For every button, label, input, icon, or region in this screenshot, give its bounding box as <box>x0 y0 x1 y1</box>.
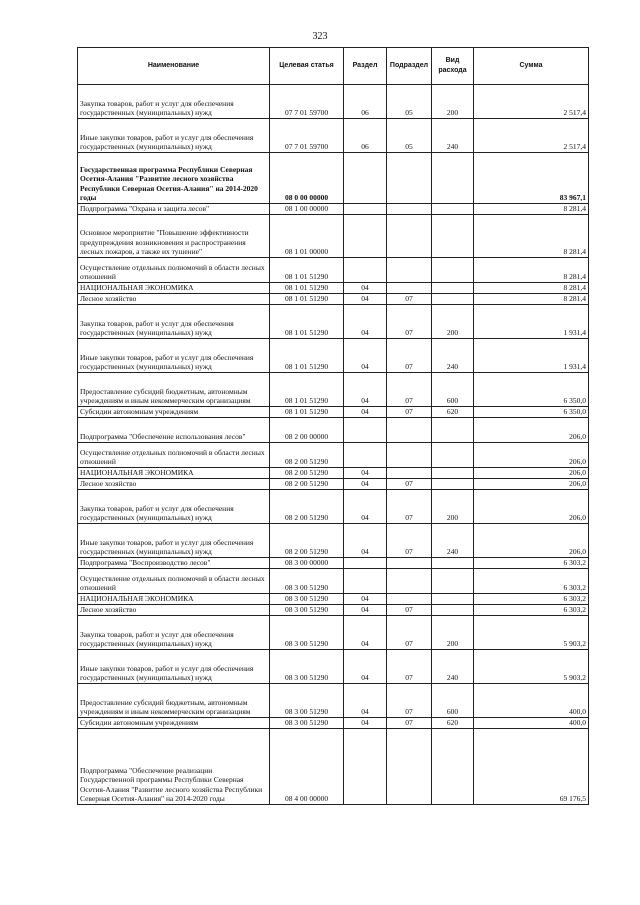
row-amount: 8 281,4 <box>474 258 589 283</box>
row-section <box>344 729 387 805</box>
row-section: 04 <box>344 490 387 524</box>
row-name: Закупка товаров, работ и услуг для обеспечения государственных (муниципальных) нужд <box>78 490 270 524</box>
row-amount: 206,0 <box>474 490 589 524</box>
row-target-code: 08 4 00 00000 <box>270 729 344 805</box>
row-section <box>344 258 387 283</box>
row-subsection <box>387 594 432 605</box>
row-name: Иные закупки товаров, работ и услуг для обеспечения государственных (муниципальных) нужд <box>78 524 270 558</box>
header-expense-type: Вид расхода <box>432 48 474 85</box>
row-expense-type <box>432 215 474 258</box>
row-expense-type <box>432 204 474 215</box>
row-subsection <box>387 443 432 468</box>
row-subsection <box>387 204 432 215</box>
row-target-code: 08 0 00 00000 <box>270 153 344 204</box>
row-expense-type: 600 <box>432 373 474 407</box>
table-row <box>78 258 589 283</box>
row-name: Осуществление отдельных полномочий в области лесных отношений <box>78 569 270 594</box>
table-row <box>78 339 589 373</box>
row-subsection <box>387 283 432 294</box>
row-amount: 206,0 <box>474 418 589 443</box>
row-section: 04 <box>344 616 387 650</box>
row-section: 04 <box>344 524 387 558</box>
table-row <box>78 569 589 594</box>
row-subsection <box>387 468 432 479</box>
row-expense-type: 240 <box>432 524 474 558</box>
row-target-code: 08 1 01 51290 <box>270 294 344 305</box>
row-target-code: 08 1 01 51290 <box>270 407 344 418</box>
row-amount: 206,0 <box>474 479 589 490</box>
row-name: Осуществление отдельных полномочий в области лесных отношений <box>78 258 270 283</box>
row-target-code: 08 1 01 51290 <box>270 339 344 373</box>
row-subsection: 07 <box>387 650 432 684</box>
row-target-code: 08 2 00 51290 <box>270 443 344 468</box>
header-subsection: Подраздел <box>387 48 432 85</box>
table-row <box>78 616 589 650</box>
row-name: Субсидии автономным учреждениям <box>78 718 270 729</box>
row-subsection: 07 <box>387 479 432 490</box>
row-expense-type <box>432 283 474 294</box>
row-amount: 206,0 <box>474 524 589 558</box>
row-subsection: 07 <box>387 616 432 650</box>
row-expense-type: 620 <box>432 407 474 418</box>
row-subsection: 07 <box>387 294 432 305</box>
table-row <box>78 468 589 479</box>
row-subsection: 07 <box>387 373 432 407</box>
row-expense-type <box>432 443 474 468</box>
row-expense-type: 200 <box>432 616 474 650</box>
row-section: 04 <box>344 294 387 305</box>
row-target-code: 08 2 00 51290 <box>270 468 344 479</box>
table-row <box>78 490 589 524</box>
row-target-code: 08 3 00 51290 <box>270 594 344 605</box>
row-expense-type <box>432 468 474 479</box>
row-amount: 5 903,2 <box>474 650 589 684</box>
table-body <box>78 85 589 805</box>
row-amount: 6 303,2 <box>474 569 589 594</box>
row-amount: 2 517,4 <box>474 85 589 119</box>
row-name: Иные закупки товаров, работ и услуг для обеспечения государственных (муниципальных) нужд <box>78 650 270 684</box>
row-amount: 8 281,4 <box>474 283 589 294</box>
row-expense-type <box>432 153 474 204</box>
table-row <box>78 684 589 718</box>
row-expense-type: 200 <box>432 85 474 119</box>
row-target-code: 08 1 01 51290 <box>270 373 344 407</box>
row-target-code: 08 2 00 51290 <box>270 524 344 558</box>
table-row <box>78 718 589 729</box>
row-expense-type <box>432 558 474 569</box>
row-expense-type: 620 <box>432 718 474 729</box>
table-row <box>78 418 589 443</box>
table-row <box>78 305 589 339</box>
row-expense-type <box>432 605 474 616</box>
row-subsection: 07 <box>387 718 432 729</box>
row-section: 04 <box>344 605 387 616</box>
table-header-row <box>78 48 589 85</box>
table-row <box>78 558 589 569</box>
row-subsection <box>387 153 432 204</box>
row-target-code: 08 2 00 51290 <box>270 479 344 490</box>
table-row <box>78 407 589 418</box>
row-name: Субсидии автономным учреждениям <box>78 407 270 418</box>
row-subsection: 07 <box>387 339 432 373</box>
row-name: Подпрограмма "Охрана и защита лесов" <box>78 204 270 215</box>
row-amount: 8 281,4 <box>474 294 589 305</box>
row-section: 04 <box>344 479 387 490</box>
row-amount: 206,0 <box>474 443 589 468</box>
row-section: 04 <box>344 718 387 729</box>
row-section <box>344 418 387 443</box>
row-name: НАЦИОНАЛЬНАЯ ЭКОНОМИКА <box>78 594 270 605</box>
row-target-code: 08 3 00 51290 <box>270 650 344 684</box>
row-subsection: 05 <box>387 119 432 153</box>
row-expense-type: 240 <box>432 119 474 153</box>
row-expense-type <box>432 569 474 594</box>
row-target-code: 08 1 01 51290 <box>270 283 344 294</box>
row-amount: 69 176,5 <box>474 729 589 805</box>
row-expense-type <box>432 729 474 805</box>
row-subsection <box>387 558 432 569</box>
row-amount: 83 967,1 <box>474 153 589 204</box>
row-name: Основное мероприятие "Повышение эффективности предупреждения возникновения и распространения лесных пожаров, а также их тушение" <box>78 215 270 258</box>
row-amount: 6 303,2 <box>474 605 589 616</box>
row-section <box>344 215 387 258</box>
row-section: 04 <box>344 650 387 684</box>
row-section: 04 <box>344 468 387 479</box>
row-section: 04 <box>344 339 387 373</box>
row-section <box>344 558 387 569</box>
row-amount: 400,0 <box>474 718 589 729</box>
row-subsection <box>387 258 432 283</box>
row-section <box>344 569 387 594</box>
row-amount: 6 303,2 <box>474 558 589 569</box>
budget-table <box>77 47 589 805</box>
row-section: 04 <box>344 684 387 718</box>
row-name: Лесное хозяйство <box>78 605 270 616</box>
row-target-code: 08 1 01 00000 <box>270 215 344 258</box>
row-section: 06 <box>344 85 387 119</box>
table-row <box>78 443 589 468</box>
row-section <box>344 204 387 215</box>
row-section: 04 <box>344 407 387 418</box>
row-subsection <box>387 729 432 805</box>
header-target: Целевая статья <box>270 48 344 85</box>
table-row <box>78 294 589 305</box>
row-subsection: 07 <box>387 605 432 616</box>
row-expense-type <box>432 594 474 605</box>
row-name: НАЦИОНАЛЬНАЯ ЭКОНОМИКА <box>78 283 270 294</box>
row-expense-type: 600 <box>432 684 474 718</box>
row-expense-type <box>432 418 474 443</box>
row-target-code: 08 1 01 51290 <box>270 305 344 339</box>
table-row <box>78 594 589 605</box>
row-name: Закупка товаров, работ и услуг для обеспечения государственных (муниципальных) нужд <box>78 305 270 339</box>
row-name: Иные закупки товаров, работ и услуг для обеспечения государственных (муниципальных) нужд <box>78 119 270 153</box>
row-name: Лесное хозяйство <box>78 294 270 305</box>
row-amount: 6 303,2 <box>474 594 589 605</box>
row-section: 06 <box>344 119 387 153</box>
row-name: Осуществление отдельных полномочий в области лесных отношений <box>78 443 270 468</box>
row-name: Государственная программа Республики Северная Осетия-Алания "Развитие лесного хозяйства Республики Северная Осетия-Алания" на 2014-2020 годы <box>78 153 270 204</box>
row-section <box>344 153 387 204</box>
table-row <box>78 119 589 153</box>
row-name: Предоставление субсидий бюджетным, автономным учреждениям и иным некоммерческим организациям <box>78 684 270 718</box>
row-expense-type <box>432 258 474 283</box>
header-section: Раздел <box>344 48 387 85</box>
table-row <box>78 85 589 119</box>
row-target-code: 08 3 00 51290 <box>270 569 344 594</box>
row-target-code: 08 2 00 00000 <box>270 418 344 443</box>
table-row <box>78 605 589 616</box>
row-subsection <box>387 569 432 594</box>
row-target-code: 08 1 01 51290 <box>270 258 344 283</box>
row-amount: 8 281,4 <box>474 215 589 258</box>
row-section: 04 <box>344 594 387 605</box>
row-name: Предоставление субсидий бюджетным, автономным учреждениям и иным некоммерческим организациям <box>78 373 270 407</box>
row-subsection: 05 <box>387 85 432 119</box>
row-subsection: 07 <box>387 407 432 418</box>
header-amount: Сумма <box>474 48 589 85</box>
row-expense-type <box>432 479 474 490</box>
page-number: 323 <box>312 31 328 42</box>
row-target-code: 07 7 01 59700 <box>270 119 344 153</box>
row-subsection: 07 <box>387 490 432 524</box>
row-name: Подпрограмма "Обеспечение реализации Государственной программы Республики Северная Осетия-Алания "Развитие лесного хозяйства Республики Северная Осетия-Алания" на 2014-2020 годы <box>78 729 270 805</box>
row-amount: 6 350,0 <box>474 373 589 407</box>
row-target-code: 08 2 00 51290 <box>270 490 344 524</box>
row-section: 04 <box>344 305 387 339</box>
row-expense-type: 200 <box>432 490 474 524</box>
table-row <box>78 215 589 258</box>
row-amount: 206,0 <box>474 468 589 479</box>
row-expense-type: 240 <box>432 650 474 684</box>
row-name: Лесное хозяйство <box>78 479 270 490</box>
row-amount: 1 931,4 <box>474 339 589 373</box>
row-section: 04 <box>344 283 387 294</box>
table-row <box>78 283 589 294</box>
table-row <box>78 204 589 215</box>
table-row <box>78 524 589 558</box>
row-target-code: 08 3 00 51290 <box>270 605 344 616</box>
table-row <box>78 729 589 805</box>
row-subsection: 07 <box>387 684 432 718</box>
table-row <box>78 153 589 204</box>
row-target-code: 08 1 00 00000 <box>270 204 344 215</box>
header-name: Наименование <box>78 48 270 85</box>
row-amount: 5 903,2 <box>474 616 589 650</box>
row-target-code: 08 3 00 51290 <box>270 616 344 650</box>
row-expense-type: 240 <box>432 339 474 373</box>
row-name: Закупка товаров, работ и услуг для обеспечения государственных (муниципальных) нужд <box>78 85 270 119</box>
row-expense-type <box>432 294 474 305</box>
row-amount: 2 517,4 <box>474 119 589 153</box>
row-target-code: 08 3 00 00000 <box>270 558 344 569</box>
row-amount: 400,0 <box>474 684 589 718</box>
table-row <box>78 373 589 407</box>
row-subsection <box>387 418 432 443</box>
row-name: НАЦИОНАЛЬНАЯ ЭКОНОМИКА <box>78 468 270 479</box>
row-name: Закупка товаров, работ и услуг для обеспечения государственных (муниципальных) нужд <box>78 616 270 650</box>
row-subsection <box>387 215 432 258</box>
row-name: Иные закупки товаров, работ и услуг для обеспечения государственных (муниципальных) нужд <box>78 339 270 373</box>
row-amount: 1 931,4 <box>474 305 589 339</box>
row-subsection: 07 <box>387 305 432 339</box>
table-row <box>78 479 589 490</box>
row-subsection: 07 <box>387 524 432 558</box>
row-target-code: 07 7 01 59700 <box>270 85 344 119</box>
row-target-code: 08 3 00 51290 <box>270 718 344 729</box>
row-section: 04 <box>344 373 387 407</box>
table-row <box>78 650 589 684</box>
row-section <box>344 443 387 468</box>
row-name: Подпрограмма "Обеспечение использования лесов" <box>78 418 270 443</box>
row-amount: 8 281,4 <box>474 204 589 215</box>
row-name: Подпрограмма "Воспроизводство лесов" <box>78 558 270 569</box>
row-target-code: 08 3 00 51290 <box>270 684 344 718</box>
row-amount: 6 350,0 <box>474 407 589 418</box>
row-expense-type: 200 <box>432 305 474 339</box>
